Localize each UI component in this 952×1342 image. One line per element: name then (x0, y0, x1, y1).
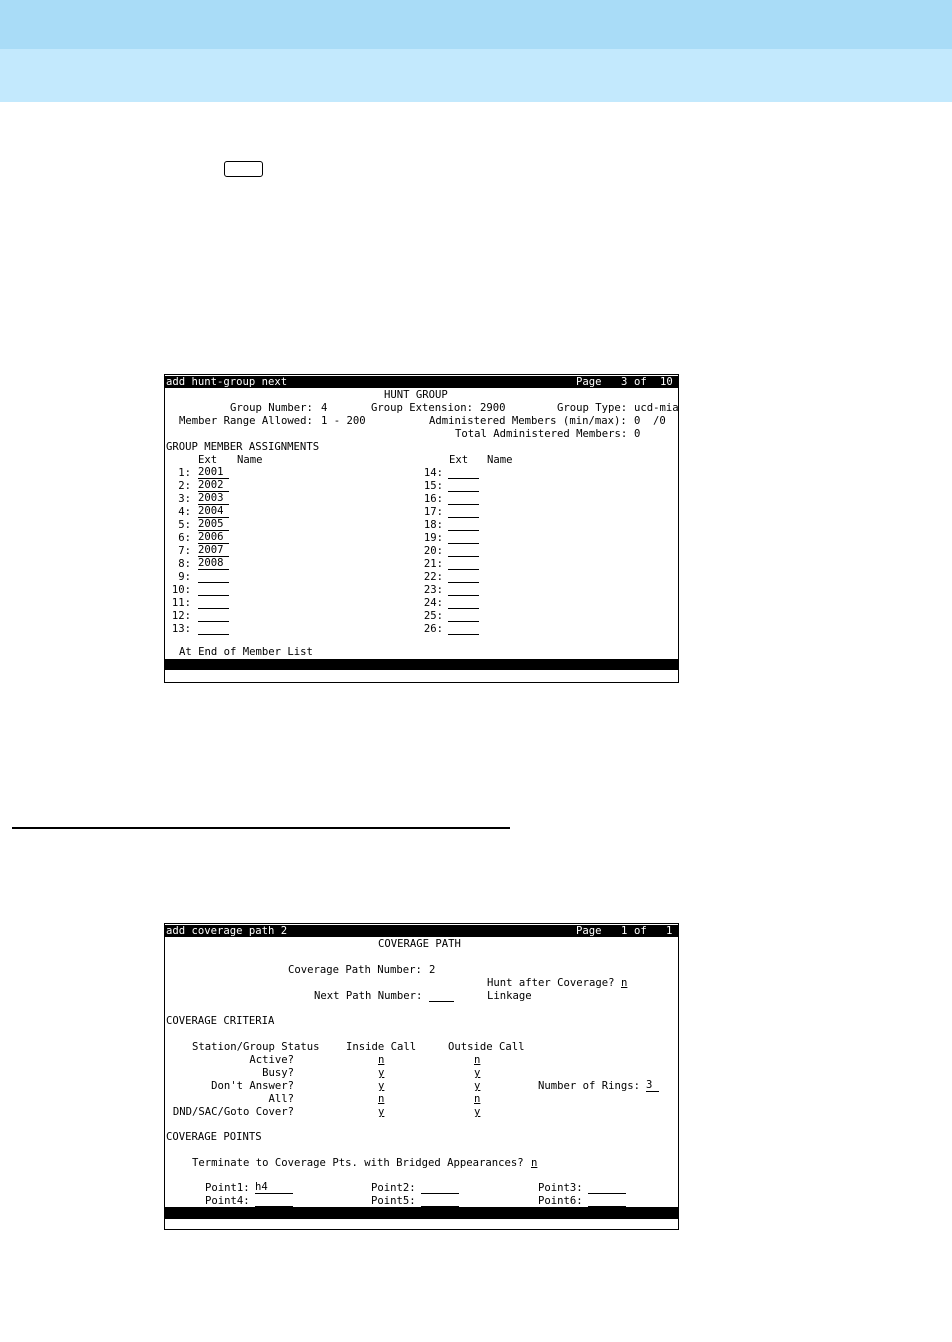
outside-call-field[interactable]: y (474, 1067, 481, 1079)
member-row-number: 1: (178, 467, 191, 479)
member-ext-field[interactable] (448, 480, 479, 492)
points-title: COVERAGE POINTS (166, 1131, 262, 1143)
group-extension-value[interactable]: 2900 (480, 402, 506, 414)
member-ext-field[interactable] (448, 545, 479, 557)
terminate-field[interactable]: n (531, 1157, 538, 1169)
next-path-field[interactable] (429, 990, 454, 1002)
outside-call-field[interactable]: y (474, 1080, 481, 1092)
admin-members-label: Administered Members (min/max): (429, 415, 627, 427)
member-range-label: Member Range Allowed: (179, 415, 313, 427)
hunt-after-field[interactable]: n (621, 977, 628, 989)
coverage-point-field[interactable] (421, 1195, 459, 1207)
section-title: GROUP MEMBER ASSIGNMENTS (166, 441, 320, 453)
group-type-label: Group Type: (557, 402, 628, 414)
column-header-ext-right: Ext (449, 454, 469, 466)
member-row-number: 23: (423, 584, 443, 596)
admin-min-value: 0 (634, 415, 641, 427)
member-row-number: 19: (423, 532, 443, 544)
member-ext-field[interactable] (448, 558, 479, 570)
coverage-point-label: Point2: (371, 1182, 416, 1194)
member-row-number: 6: (178, 532, 191, 544)
status-bar (165, 1207, 678, 1219)
member-ext-field[interactable] (448, 519, 479, 531)
coverage-point-field[interactable]: h4 (255, 1182, 293, 1194)
member-row-number: 5: (178, 519, 191, 531)
column-header-status: Station/Group Status (192, 1041, 320, 1053)
path-number-label: Coverage Path Number: (288, 964, 422, 976)
member-ext-field[interactable] (448, 506, 479, 518)
member-row-number: 22: (423, 571, 443, 583)
coverage-point-label: Point6: (538, 1195, 583, 1207)
coverage-point-field[interactable] (588, 1195, 626, 1207)
member-ext-field[interactable] (448, 610, 479, 622)
outside-call-field[interactable]: n (474, 1093, 481, 1105)
member-ext-field[interactable] (448, 597, 479, 609)
member-ext-field[interactable] (448, 467, 479, 479)
member-row-number: 25: (423, 610, 443, 622)
admin-max-value: /0 (653, 415, 666, 427)
criteria-row-label: Don't Answer? (211, 1080, 294, 1092)
coverage-point-field[interactable] (588, 1182, 626, 1194)
member-row-number: 8: (178, 558, 191, 570)
command-text: add hunt-group next (166, 376, 288, 388)
footer-message: At End of Member List (179, 646, 313, 658)
header-band-top (0, 0, 952, 49)
page-current: 3 (621, 376, 628, 388)
member-row-number: 9: (178, 571, 191, 583)
member-ext-field[interactable] (198, 571, 229, 583)
page-of: of (634, 925, 647, 937)
member-row-number: 10: (171, 584, 191, 596)
inside-call-field[interactable]: n (378, 1054, 385, 1066)
page-total: 10 (660, 376, 673, 388)
group-number-value[interactable]: 4 (321, 402, 328, 414)
inside-call-field[interactable]: y (378, 1080, 385, 1092)
member-ext-field[interactable]: 2008 (198, 558, 229, 570)
page-total: 1 (666, 925, 673, 937)
member-ext-field[interactable] (198, 597, 229, 609)
next-path-label: Next Path Number: (314, 990, 423, 1002)
coverage-point-field[interactable] (255, 1195, 293, 1207)
member-row-number: 13: (171, 623, 191, 635)
page-of: of (634, 376, 647, 388)
inside-call-field[interactable]: y (378, 1106, 385, 1118)
coverage-point-label: Point1: (205, 1182, 250, 1194)
column-header-inside: Inside Call (346, 1041, 417, 1053)
member-row-number: 15: (423, 480, 443, 492)
status-bar (165, 659, 678, 670)
column-header-ext-left: Ext (198, 454, 218, 466)
key-icon (224, 161, 263, 177)
member-ext-field[interactable]: 2005 (198, 519, 229, 531)
command-bar (165, 376, 678, 388)
page-current: 1 (621, 925, 628, 937)
criteria-title: COVERAGE CRITERIA (166, 1015, 275, 1027)
member-ext-field[interactable]: 2004 (198, 506, 229, 518)
member-ext-field[interactable]: 2006 (198, 532, 229, 544)
page-label: Page (576, 925, 602, 937)
member-ext-field[interactable] (198, 623, 229, 635)
linkage-label: Linkage (487, 990, 532, 1002)
member-ext-field[interactable]: 2003 (198, 493, 229, 505)
group-type-value[interactable]: ucd-mia (634, 402, 679, 414)
screen-title: HUNT GROUP (384, 389, 448, 401)
page-label: Page (576, 376, 602, 388)
path-number-value: 2 (429, 964, 436, 976)
member-row-number: 18: (423, 519, 443, 531)
section-divider (12, 827, 510, 829)
member-ext-field[interactable]: 2001 (198, 467, 229, 479)
rings-field[interactable]: 3 (646, 1080, 659, 1092)
criteria-row-label: DND/SAC/Goto Cover? (172, 1106, 294, 1118)
total-admin-value: 0 (634, 428, 641, 440)
screen-title: COVERAGE PATH (378, 938, 461, 950)
member-ext-field[interactable] (448, 571, 479, 583)
member-row-number: 17: (423, 506, 443, 518)
member-ext-field[interactable]: 2002 (198, 480, 229, 492)
criteria-row-label: Active? (249, 1054, 294, 1066)
column-header-name-left: Name (237, 454, 263, 466)
member-row-number: 2: (178, 480, 191, 492)
coverage-path-screen (164, 923, 679, 1230)
member-ext-field[interactable] (448, 532, 479, 544)
member-row-number: 11: (171, 597, 191, 609)
command-text: add coverage path 2 (166, 925, 288, 937)
hunt-after-label: Hunt after Coverage? (487, 977, 615, 989)
member-ext-field[interactable]: 2007 (198, 545, 229, 557)
member-row-number: 4: (178, 506, 191, 518)
header-band-bottom (0, 49, 952, 102)
member-ext-field[interactable] (198, 610, 229, 622)
rings-label: Number of Rings: (538, 1080, 641, 1092)
member-row-number: 3: (178, 493, 191, 505)
member-row-number: 12: (171, 610, 191, 622)
member-row-number: 21: (423, 558, 443, 570)
member-ext-field[interactable] (198, 584, 229, 596)
column-header-outside: Outside Call (448, 1041, 525, 1053)
coverage-point-label: Point5: (371, 1195, 416, 1207)
hunt-group-screen (164, 374, 679, 683)
column-header-name-right: Name (487, 454, 513, 466)
coverage-point-label: Point3: (538, 1182, 583, 1194)
member-ext-field[interactable] (448, 584, 479, 596)
coverage-point-label: Point4: (205, 1195, 250, 1207)
group-number-label: Group Number: (230, 402, 313, 414)
member-row-number: 20: (423, 545, 443, 557)
inside-call-field[interactable]: n (378, 1093, 385, 1105)
member-row-number: 7: (178, 545, 191, 557)
criteria-row-label: All? (268, 1093, 294, 1105)
member-ext-field[interactable] (448, 493, 479, 505)
member-ext-field[interactable] (448, 623, 479, 635)
member-range-value: 1 - 200 (321, 415, 366, 427)
criteria-row-label: Busy? (262, 1067, 294, 1079)
outside-call-field[interactable]: n (474, 1054, 481, 1066)
member-row-number: 24: (423, 597, 443, 609)
terminate-label: Terminate to Coverage Pts. with Bridged Appearances? (192, 1157, 524, 1169)
command-bar (165, 925, 678, 937)
member-row-number: 14: (423, 467, 443, 479)
inside-call-field[interactable]: y (378, 1067, 385, 1079)
group-extension-label: Group Extension: (371, 402, 474, 414)
member-row-number: 26: (423, 623, 443, 635)
member-row-number: 16: (423, 493, 443, 505)
total-admin-label: Total Administered Members: (455, 428, 628, 440)
outside-call-field[interactable]: y (474, 1106, 481, 1118)
coverage-point-field[interactable] (421, 1182, 459, 1194)
